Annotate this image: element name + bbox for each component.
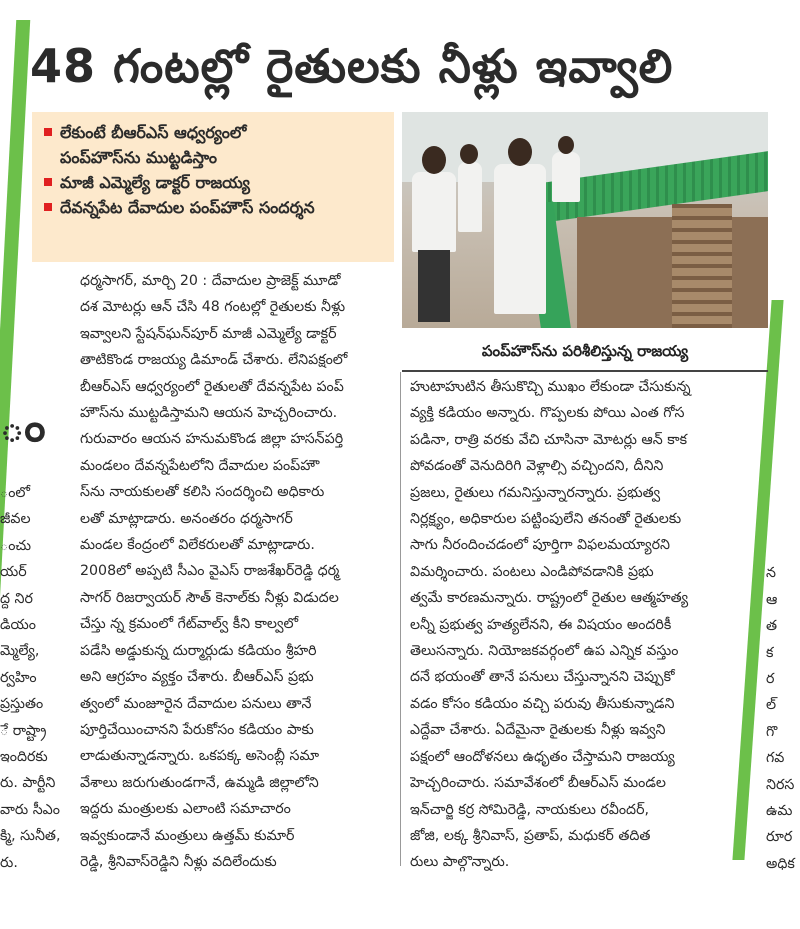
subheadline-text: దేవన్నపేట దేవాదుల పంప్‌హౌస్ సందర్శన — [60, 198, 315, 217]
text-line: క్మి, సునీత, — [0, 828, 61, 845]
text-line: అని ఆగ్రహం వ్యక్తం చేశారు. బీఆర్ఎస్ ప్రభు — [80, 669, 314, 686]
bullet-icon — [44, 178, 52, 186]
text-line: వారు సీఎం — [0, 801, 60, 818]
text-line: పడినా, రాత్రి వరకు వేచి చూసినా మోటర్లు ఆన్ కాక — [410, 431, 688, 448]
text-line: ఇద్దరు మంత్రులకు ఎలాంటి సమాచారం — [80, 801, 291, 818]
text-line — [766, 534, 800, 560]
subheadline-item — [44, 145, 384, 170]
left-fragment-heading: ం — [0, 402, 46, 451]
right-adjacent-article-fragment — [766, 534, 800, 877]
text-line: ే రాష్ట్రా — [0, 722, 47, 739]
text-line: జోజి, లక్క శ్రీనివాస్, ప్రతాప్, మధుకర్ తదిత — [410, 827, 651, 844]
text-line: జీవల — [0, 511, 31, 528]
text-line: పోవడంతో వెనుదిరిగి వెళ్లాల్సి వచ్చిందని, దీనిని — [410, 458, 664, 475]
photo-caption: పంప్‌హౌస్‌ను పరిశీలిస్తున్న రాజయ్య — [481, 342, 689, 360]
subheadline-box — [32, 112, 394, 262]
column-divider — [400, 372, 401, 866]
news-photo — [402, 112, 768, 328]
text-line: డియం — [0, 617, 36, 634]
photo-person-head — [422, 146, 446, 174]
caption-divider — [402, 370, 768, 372]
text-line: బీఆర్ఎస్ ఆధ్వర్యంలో రైతులతో దేవన్నపేట పంప్ — [80, 378, 344, 395]
text-line: క — [766, 644, 774, 661]
text-line: దశ మోటర్లు ఆన్ చేసి 48 గంటల్లో రైతులకు నీళ్లు — [80, 299, 346, 316]
text-line: యర్ — [0, 564, 27, 581]
text-line: ఇవ్వాలని స్టేషన్‌ఘన్‌పూర్ మాజీ ఎమ్మెల్యే డాక్టర్ — [80, 325, 337, 342]
text-line: నిరస — [766, 776, 795, 793]
text-line: ప్రజలు, రైతులు గమనిస్తున్నారన్నారు. ప్రభుత్వ — [410, 484, 661, 501]
text-line: లన్నీ ప్రభుత్వ హత్యలేనని, ఈ విషయం అందరికీ — [410, 616, 672, 633]
photo-person-head — [558, 136, 574, 154]
text-line: హెచ్చరించారు. సమావేశంలో బీఆర్ఎస్ మండల — [410, 775, 666, 792]
photo-person — [458, 162, 482, 232]
subheadline-item — [44, 170, 384, 195]
text-line: ఎద్దేవా చేశారు. ఏదేమైనా రైతులకు నీళ్లు ఇవ్వని — [410, 722, 666, 739]
text-line: అధిక — [766, 855, 795, 872]
text-line: రు. — [0, 854, 18, 871]
text-line: ర — [766, 671, 775, 688]
text-line: ఉమ — [766, 803, 793, 820]
text-line: రులు పాల్గొన్నారు. — [410, 854, 510, 871]
text-line: నిర్లక్ష్యం, అధికారుల పట్టింపులేని తనంతో రైతులకు — [410, 511, 682, 528]
text-line: తాటికొండ రాజయ్య డిమాండ్ చేశారు. లేనిపక్షంలో — [80, 352, 348, 369]
text-line: ప్రస్తుతం — [0, 696, 44, 713]
bullet-icon — [44, 128, 52, 136]
photo-structure — [672, 204, 732, 328]
text-line: చేస్తు న్న క్రమంలో గేట్‌వాల్వ్ కీని కాల్వలో — [80, 616, 299, 633]
photo-person — [412, 172, 456, 252]
text-line: రెడ్డి, శ్రీనివాస్‌రెడ్డిని నీళ్లు వదిలేందుకు — [80, 853, 277, 870]
text-line: ఇన్‌చార్జి కర్ర సోమిరెడ్డి, నాయకులు రవీందర్, — [410, 801, 649, 818]
photo-person — [494, 164, 546, 314]
text-line: విమర్శించారు. పంటలు ఎండిపోవడానికి ప్రభు — [410, 563, 654, 580]
text-line: పక్షంలో ఆందోళనలు ఉధృతం చేస్తామని రాజయ్య — [410, 748, 675, 765]
text-line: వేశాలు జరుగుతుండగానే, ఉమ్మడి జిల్లాలోని — [80, 774, 319, 791]
text-line: గొ — [766, 723, 778, 740]
text-line: దనే భయంతో తానే పనులు చేస్తున్నానని చెప్పుకో — [410, 669, 675, 686]
left-adjacent-article-fragment — [0, 480, 78, 876]
text-line: లతో మాట్లాడారు. అనంతరం ధర్మసాగర్ — [80, 510, 293, 527]
text-line: సాగు నీరందించడంలో పూర్తిగా విఫలమయ్యారని — [410, 537, 670, 554]
text-line: గవ — [766, 750, 785, 767]
text-line: స్‌ను నాయకులతో కలిసి సందర్శించి అధికారు — [80, 484, 325, 501]
subheadline-text: లేకుంటే బీఆర్ఎస్ ఆధ్వర్యంలో — [60, 123, 247, 142]
article-column-2 — [410, 374, 762, 876]
text-line: వ్యక్తి కడియం అన్నారు. గొప్పలకు పోయి ఎంత గోస — [410, 405, 685, 422]
text-line: మండల కేంద్రంలో విలేకరులతో మాట్లాడారు. — [80, 537, 315, 554]
subheadline-list — [32, 112, 394, 220]
text-line: సాగర్ రిజర్వాయర్ సౌత్ కెనాల్‌కు నీళ్లు విడుదల — [80, 589, 339, 606]
text-line: త — [766, 618, 778, 635]
text-line: త్వమే కారణమన్నారు. రాష్ట్రంలో రైతుల ఆత్మహత్య — [410, 590, 689, 607]
text-line: ల్ — [766, 697, 777, 714]
text-line: న — [766, 565, 776, 582]
text-line: పడేసి అడ్డుకున్న దుర్మార్గుడు కడియం శ్రీహరి — [80, 642, 317, 659]
article-column-1 — [80, 268, 392, 875]
photo-person-head — [508, 138, 532, 166]
text-line: ద్ద నిర — [0, 590, 33, 607]
subheadline-text: మాజీ ఎమ్మెల్యే డాక్టర్ రాజయ్య — [60, 173, 250, 192]
text-line: మ్మెల్యే, — [0, 643, 40, 660]
text-line: హుటాహుటిన తీసుకొచ్చి ముఖం లేకుండా చేసుకున్న — [410, 379, 691, 395]
photo-person-head — [460, 144, 478, 164]
text-line: మండలం దేవన్నపేటలోని దేవాదుల పంప్‌హౌ — [80, 457, 320, 474]
text-line: వడం కోసం కడియం వచ్చి పరువు తీసుకున్నాడని — [410, 695, 675, 712]
text-line: లాడుతున్నాడన్నారు. ఒకపక్క అసెంబ్లీ సమా — [80, 748, 320, 765]
text-line: ఇవ్వకుండానే మంత్రులు ఉత్తమ్ కుమార్ — [80, 827, 295, 844]
photo-person — [552, 152, 580, 202]
text-line: రూర — [766, 829, 793, 846]
text-line: రు. పార్టీని — [0, 775, 56, 792]
text-line: ఆ — [766, 591, 778, 608]
subheadline-text: పంప్‌హౌస్‌ను ముట్టడిస్తాం — [60, 148, 218, 167]
text-line: ధర్మసాగర్, మార్చి 20 : దేవాదుల ప్రాజెక్ట్ మూడో — [80, 273, 341, 289]
text-line: గురువారం ఆయన హనుమకొండ జిల్లా హసన్‌పర్తి — [80, 431, 344, 448]
text-line: 2008లో అప్పటి సీఎం వైఎస్ రాజశేఖర్‌రెడ్డి ధర్మ — [80, 563, 340, 580]
text-line: ఇందిరకు — [0, 749, 48, 766]
headline: 48 గంటల్లో రైతులకు నీళ్లు ఇవ్వాలి — [30, 39, 674, 93]
text-line: ంలో — [0, 485, 30, 501]
text-line: ంచు — [0, 537, 32, 554]
text-line: హౌస్‌ను ముట్టడిస్తామని ఆయన హెచ్చరించారు. — [80, 405, 338, 422]
photo-person-legs — [418, 250, 450, 322]
text-line: పూర్తిచేయించానని పేరుకోసం కడియం పాకు — [80, 721, 314, 738]
subheadline-item — [44, 195, 384, 220]
bullet-icon — [44, 203, 52, 211]
text-line: తెలుసన్నారు. నియోజకవర్గంలో ఉప ఎన్నిక వస్తుం — [410, 643, 679, 660]
text-line: త్వంలో మంజూరైన దేవాదుల పనులు తానే — [80, 695, 312, 712]
subheadline-item — [44, 120, 384, 145]
text-line: ర్వహిం — [0, 669, 37, 686]
